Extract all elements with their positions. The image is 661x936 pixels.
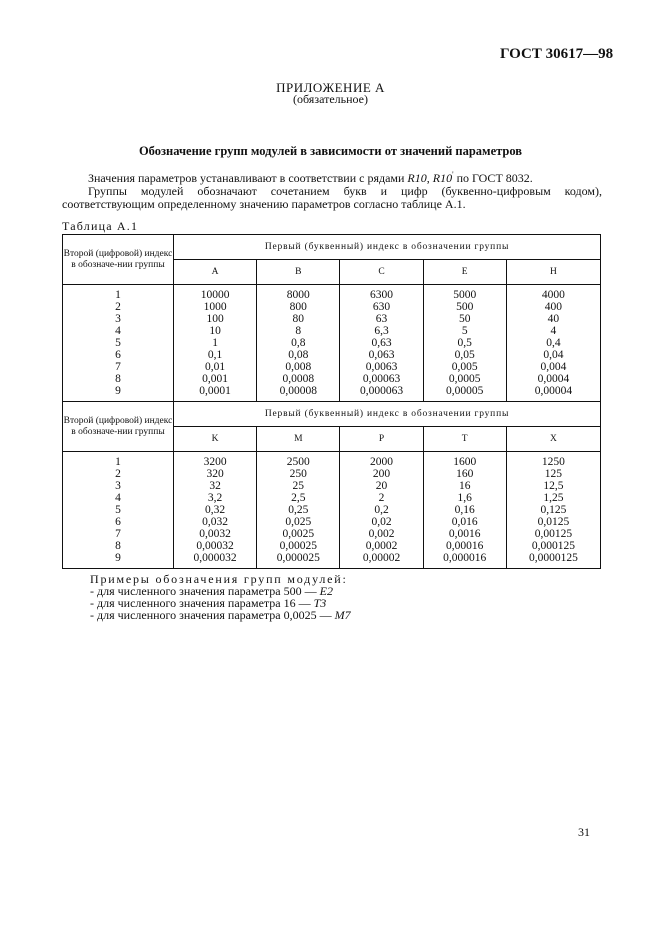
table-cell: 4	[550, 325, 557, 337]
table-cell: 200	[372, 468, 391, 480]
table-cell: 0,04	[543, 349, 564, 361]
table-cell: 0,016	[451, 516, 478, 528]
index-value: 8	[115, 540, 121, 552]
section-heading: Обозначение групп модулей в зависимости от значений параметров	[138, 144, 523, 158]
index-value: 7	[115, 361, 121, 373]
table-cell: 8	[295, 325, 302, 337]
table-cell: 6,3	[374, 325, 389, 337]
table-cell: 160	[456, 468, 474, 480]
table-cell: 0,00002	[362, 552, 401, 564]
table-cell: 0,16	[454, 504, 475, 516]
table-cell: 0,00032	[196, 540, 234, 552]
table-cell: 0,00008	[279, 385, 317, 397]
table-cell: 0,0000125	[528, 552, 578, 564]
index-value: 4	[115, 325, 121, 337]
table-cell: 3200	[203, 456, 227, 468]
value-column	[506, 285, 600, 402]
index-value: 6	[115, 516, 121, 528]
table-cell: 5000	[453, 289, 477, 301]
table-cell: 0,0063	[365, 361, 398, 373]
table-cell: 5	[461, 325, 468, 337]
table-cell: 12,5	[543, 480, 564, 492]
table-cell: 0,000125	[531, 540, 575, 552]
table-cell: 1,25	[543, 492, 564, 504]
group-header: Первый (буквенный) индекс в обозначении группы	[174, 235, 601, 260]
table-cell: 630	[372, 301, 391, 313]
index-value: 9	[115, 552, 121, 564]
series-r10-prime: R10	[432, 171, 453, 185]
table-cell: 0,032	[202, 516, 229, 528]
table-cell: 0,32	[205, 504, 226, 516]
value-column	[506, 452, 600, 569]
table-cell: 500	[456, 301, 474, 313]
table-cell: 800	[289, 301, 307, 313]
standard-code: ГОСТ 30617—98	[500, 46, 614, 62]
index-value: 4	[115, 492, 121, 504]
table-cell: 0,00005	[446, 385, 484, 397]
index-value: 5	[115, 337, 121, 349]
value-column	[340, 285, 423, 402]
table-cell: 40	[547, 313, 560, 325]
table-cell: 1	[212, 337, 218, 349]
table-cell: 0,00004	[534, 385, 573, 397]
index-value: 6	[115, 349, 121, 361]
column-header: H	[506, 260, 600, 285]
table-cell: 8000	[286, 289, 310, 301]
table-cell: 1600	[453, 456, 477, 468]
value-column	[423, 285, 506, 402]
table-cell: 0,00016	[446, 540, 484, 552]
column-header: T	[423, 427, 506, 452]
value-column	[257, 452, 340, 569]
value-column	[174, 452, 257, 569]
table-cell: 0,00063	[362, 373, 401, 385]
table-cell: 0,000063	[359, 385, 404, 397]
table-cell: 320	[206, 468, 224, 480]
table-cell: 0,001	[202, 373, 229, 385]
table-cell: 10000	[200, 289, 230, 301]
paragraph-1: Значения параметров устанавливают в соответствии с рядами R10, R10' по ГОСТ 8032.	[88, 170, 533, 185]
index-column	[63, 285, 174, 402]
index-value: 2	[115, 468, 121, 480]
table-cell: 16	[458, 480, 471, 492]
table-cell: 0,0001	[199, 385, 231, 397]
table-cell: 0,0125	[537, 516, 570, 528]
index-value: 9	[115, 385, 121, 397]
index-column	[63, 452, 174, 569]
table-cell: 1,6	[457, 492, 472, 504]
table-cell: 0,000025	[276, 552, 320, 564]
column-header: K	[174, 427, 257, 452]
table-cell: 0,0032	[199, 528, 231, 540]
table-cell: 0,00025	[279, 540, 317, 552]
table-cell: 0,2	[374, 504, 389, 516]
table-cell: 0,4	[546, 337, 561, 349]
table-cell: 0,08	[288, 349, 309, 361]
table-cell: 0,025	[285, 516, 312, 528]
table-cell: 80	[292, 313, 305, 325]
table-label: Таблица А.1	[62, 219, 139, 233]
table-cell: 0,02	[371, 516, 392, 528]
table-cell: 50	[458, 313, 471, 325]
table-cell: 0,0002	[365, 540, 398, 552]
example-item: - для численного значения параметра 500 — E2	[90, 584, 333, 598]
index-value: 1	[115, 456, 121, 468]
group-header: Первый (буквенный) индекс в обозначении группы	[174, 402, 601, 427]
table-a1	[62, 234, 601, 569]
table-cell: 0,63	[371, 337, 392, 349]
page-number: 31	[578, 825, 590, 839]
table-cell: 0,25	[288, 504, 309, 516]
table-cell: 2000	[370, 456, 393, 468]
table-cell: 0,008	[285, 361, 312, 373]
table-cell: 2,5	[291, 492, 306, 504]
index-value: 7	[115, 528, 121, 540]
value-column	[257, 285, 340, 402]
index-value: 3	[115, 313, 121, 325]
table-cell: 0,063	[368, 349, 395, 361]
example-item: - для численного значения параметра 16 — T3	[90, 596, 327, 610]
table-cell: 0,5	[457, 337, 472, 349]
table-cell: 0,8	[291, 337, 306, 349]
table-cell: 0,00125	[534, 528, 573, 540]
table-cell: 0,125	[540, 504, 567, 516]
table-cell: 125	[544, 468, 563, 480]
table-cell: 0,000032	[193, 552, 237, 564]
examples-title: Примеры обозначения групп модулей:	[90, 572, 348, 586]
paragraph-2: Группы модулей обозначают сочетанием букв и цифр (буквенно-цифровым кодом), соответствующим определенному значению параметров согласно таблице А.1.	[62, 184, 602, 211]
index-value: 8	[115, 373, 121, 385]
table-cell: 4000	[541, 289, 565, 301]
table-cell: 63	[375, 313, 388, 325]
table-cell: 0,0025	[282, 528, 315, 540]
table-cell: 0,05	[454, 349, 475, 361]
table-cell: 1250	[541, 456, 565, 468]
table-cell: 0,002	[368, 528, 395, 540]
column-header: E	[423, 260, 506, 285]
table-cell: 32	[209, 480, 221, 492]
index-value: 3	[115, 480, 121, 492]
series-r10: R10	[407, 171, 427, 185]
index-value: 2	[115, 301, 121, 313]
table-cell: 0,004	[540, 361, 567, 373]
table-cell: 0,0016	[448, 528, 481, 540]
table-cell: 0,0005	[448, 373, 481, 385]
row-header: Второй (цифровой) индекс в обозначе-нии группы	[63, 402, 174, 452]
table-cell: 0,000016	[443, 552, 487, 564]
table-cell: 3,2	[207, 492, 223, 504]
table-cell: 0,1	[207, 349, 223, 361]
table-cell: 100	[206, 313, 224, 325]
table-cell: 2500	[286, 456, 310, 468]
table-cell: 1000	[203, 301, 227, 313]
table-cell: 0,01	[205, 361, 226, 373]
table-cell: 10	[209, 325, 221, 337]
table-cell: 6300	[370, 289, 393, 301]
column-header: M	[257, 427, 340, 452]
row-header: Второй (цифровой) индекс в обозначе-нии группы	[63, 235, 174, 285]
appendix-title: ПРИЛОЖЕНИЕ А	[276, 80, 385, 95]
example-item: - для численного значения параметра 0,0025 — M7	[90, 608, 351, 622]
table-cell: 20	[375, 480, 388, 492]
value-column	[423, 452, 506, 569]
table-cell: 0,005	[451, 361, 478, 373]
column-header: A	[174, 260, 257, 285]
column-header: C	[340, 260, 423, 285]
table-cell: 2	[378, 492, 385, 504]
appendix-subtitle: (обязательное)	[293, 92, 368, 106]
index-value: 1	[115, 289, 121, 301]
table-cell: 25	[292, 480, 305, 492]
value-column	[340, 452, 423, 569]
table-cell: 250	[289, 468, 307, 480]
table-cell: 400	[544, 301, 563, 313]
value-column	[174, 285, 257, 402]
index-value: 5	[115, 504, 121, 516]
column-header: P	[340, 427, 423, 452]
table-cell: 0,0004	[537, 373, 570, 385]
column-header: X	[506, 427, 600, 452]
column-header: B	[257, 260, 340, 285]
table-cell: 0,0008	[282, 373, 315, 385]
